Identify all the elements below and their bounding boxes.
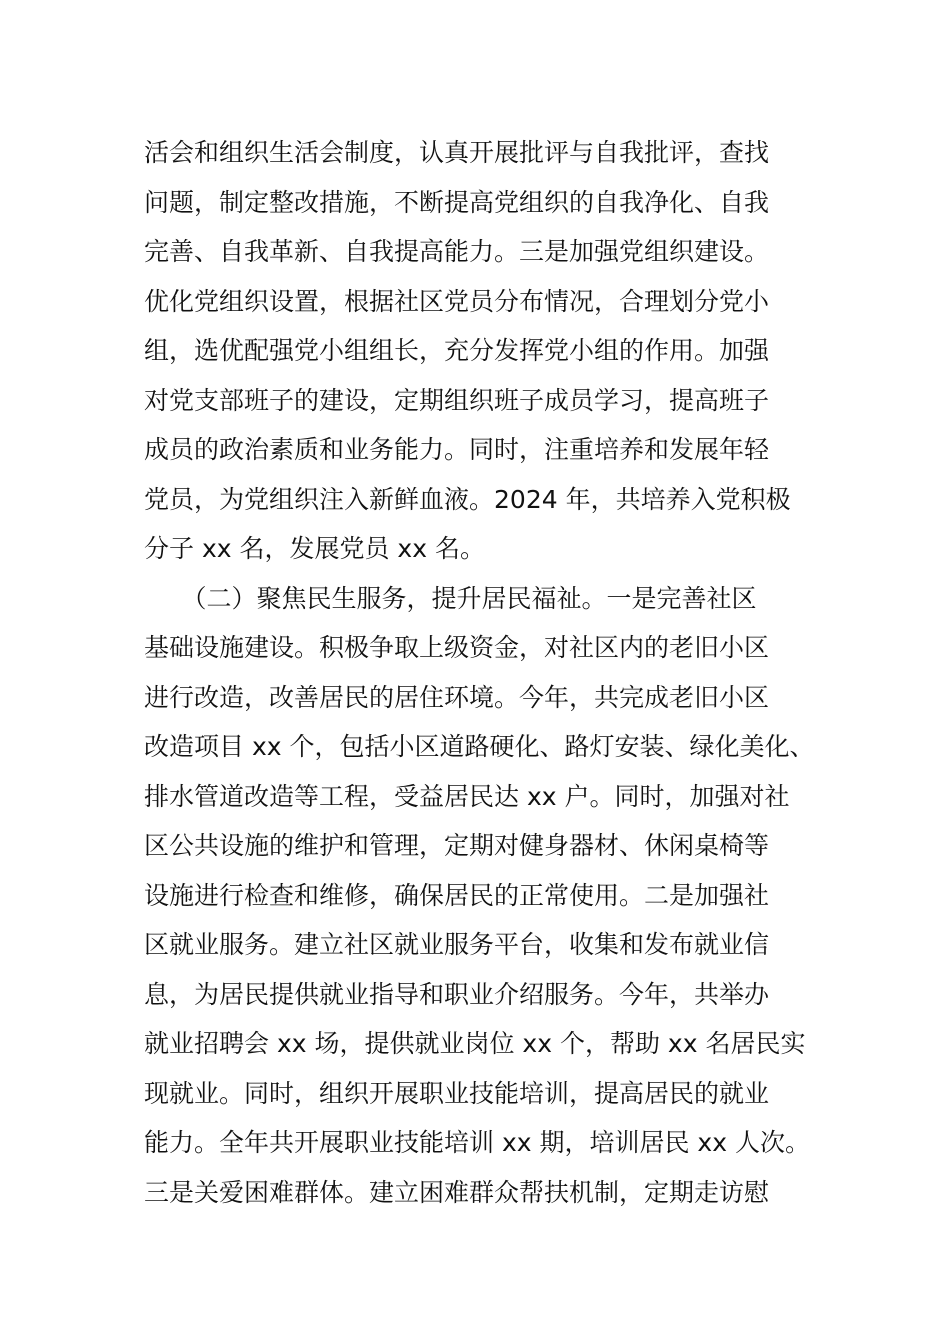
section-heading-line: （二）聚焦民生服务，提升居民福祉。一是完善社区 — [144, 583, 757, 613]
text-line: 改造项目 xx 个，包括小区道路硬化、路灯安装、绿化美化、 — [144, 732, 815, 761]
text-line: 能力。全年共开展职业技能培训 xx 期，培训居民 xx 人次。 — [144, 1128, 810, 1157]
text-line: 组，选优配强党小组组长，充分发挥党小组的作用。加强 — [144, 336, 770, 365]
text-line: 优化党组织设置，根据社区党员分布情况，合理划分党小 — [144, 286, 770, 316]
text-line: 进行改造，改善居民的居住环境。今年，共完成老旧小区 — [144, 682, 770, 712]
text-line: 活会和组织生活会制度，认真开展批评与自我批评，查找 — [144, 138, 770, 167]
text-line: 分子 xx 名，发展党员 xx 名。 — [144, 534, 485, 563]
text-line: 完善、自我革新、自我提高能力。三是加强党组织建设。 — [144, 237, 770, 266]
text-line: 设施进行检查和维修，确保居民的正常使用。二是加强社 — [144, 880, 770, 910]
text-line: 对党支部班子的建设，定期组织班子成员学习，提高班子 — [144, 385, 770, 415]
text-line: 基础设施建设。积极争取上级资金，对社区内的老旧小区 — [144, 633, 770, 662]
text-line: 息，为居民提供就业指导和职业介绍服务。今年，共举办 — [144, 979, 770, 1009]
text-line: 现就业。同时，组织开展职业技能培训，提高居民的就业 — [144, 1078, 770, 1108]
text-line: 区公共设施的维护和管理，定期对健身器材、休闲桌椅等 — [144, 831, 770, 860]
text-line: 排水管道改造等工程，受益居民达 xx 户。同时，加强对社 — [144, 781, 790, 811]
text-line: 问题，制定整改措施，不断提高党组织的自我净化、自我 — [144, 187, 770, 217]
text-line: 三是关爱困难群体。建立困难群众帮扶机制，定期走访慰 — [144, 1177, 770, 1207]
text-line: 就业招聘会 xx 场，提供就业岗位 xx 个，帮助 xx 名居民实 — [144, 1029, 806, 1058]
text-line: 党员，为党组织注入新鲜血液。2024 年，共培养入党积极 — [144, 484, 791, 514]
text-line: 成员的政治素质和业务能力。同时，注重培养和发展年轻 — [144, 435, 770, 464]
text-line: 区就业服务。建立社区就业服务平台，收集和发布就业信 — [144, 930, 770, 959]
body-text — [144, 128, 824, 1217]
